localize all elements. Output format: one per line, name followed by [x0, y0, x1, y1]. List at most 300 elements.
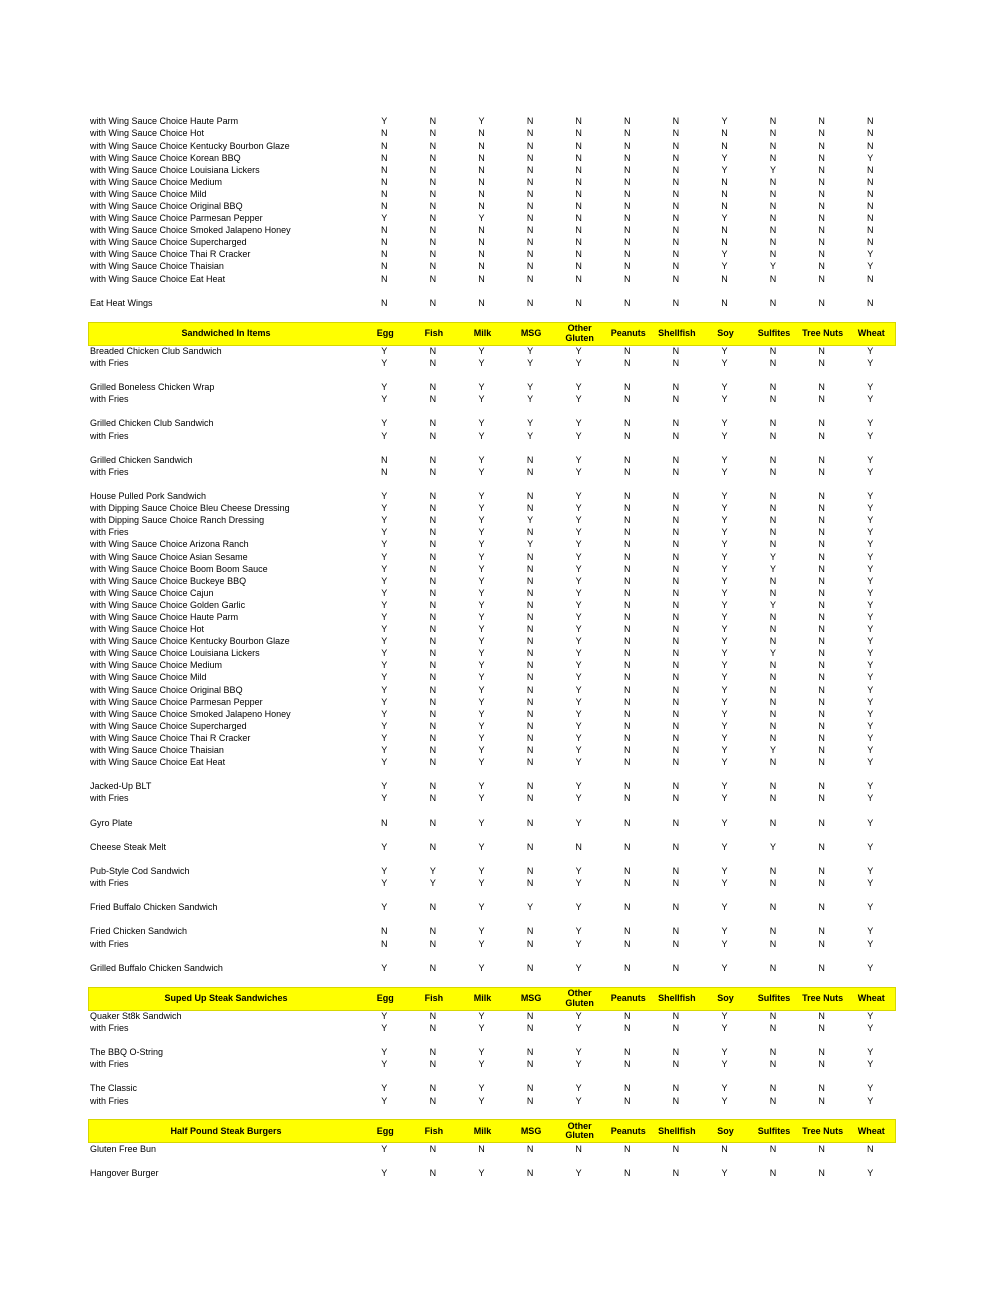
allergen-value: N: [478, 1143, 485, 1154]
allergen-value: N: [769, 1047, 777, 1058]
item-name: with Wing Sauce Choice Thaisian: [90, 262, 224, 272]
allergen-value: N: [429, 491, 437, 502]
allergen-value: N: [672, 611, 680, 622]
allergen-value: N: [624, 491, 631, 502]
allergen-value: Y: [721, 249, 728, 260]
allergen-value: N: [624, 781, 631, 792]
allergen-value: Y: [867, 1059, 874, 1070]
table-row: [88, 575, 896, 587]
item-name: with Wing Sauce Choice Cajun: [90, 588, 214, 598]
allergen-value: N: [526, 732, 534, 743]
section-header-row: [88, 1119, 896, 1143]
allergen-value: Y: [867, 732, 874, 743]
allergen-value: Y: [478, 503, 485, 514]
allergen-value: Y: [721, 611, 728, 622]
spacer-row: [88, 406, 896, 418]
column-header: MSG: [520, 327, 542, 338]
allergen-value: Y: [381, 1095, 388, 1106]
table-row: [88, 273, 896, 285]
allergen-value: Y: [575, 345, 582, 356]
table-row: [88, 793, 896, 805]
column-header: Milk: [473, 992, 492, 1003]
spacer-row: [88, 1071, 896, 1083]
item-name: with Wing Sauce Choice Boom Boom Sauce: [90, 564, 268, 574]
allergen-value: N: [818, 938, 825, 949]
table-row: [88, 817, 896, 829]
allergen-value: N: [624, 164, 631, 175]
allergen-value: N: [818, 152, 825, 163]
allergen-value: N: [721, 1143, 728, 1154]
allergen-value: N: [818, 817, 825, 828]
allergen-value: N: [818, 116, 825, 127]
table-row: [88, 382, 896, 394]
table-row: [88, 261, 896, 273]
allergen-value: N: [429, 551, 437, 562]
allergen-value: N: [575, 237, 582, 248]
allergen-value: N: [866, 273, 874, 284]
allergen-value: N: [381, 176, 388, 187]
allergen-value: Y: [478, 926, 485, 937]
allergen-value: N: [818, 745, 825, 756]
allergen-value: N: [624, 672, 631, 683]
item-name: with Wing Sauce Choice Smoked Jalapeno Honey: [90, 226, 291, 236]
allergen-value: Y: [867, 684, 874, 695]
item-name: Grilled Buffalo Chicken Sandwich: [90, 963, 223, 973]
allergen-value: N: [624, 720, 631, 731]
allergen-value: Y: [381, 599, 388, 610]
allergen-value: N: [381, 225, 388, 236]
allergen-value: N: [429, 599, 437, 610]
allergen-value: Y: [478, 1095, 485, 1106]
allergen-value: Y: [527, 902, 534, 913]
table-row: [88, 297, 896, 309]
allergen-value: Y: [478, 684, 485, 695]
allergen-value: N: [624, 962, 631, 973]
allergen-value: Y: [721, 684, 728, 695]
item-name: with Wing Sauce Choice Louisiana Lickers: [90, 165, 260, 175]
allergen-value: Y: [575, 708, 582, 719]
allergen-value: N: [478, 273, 485, 284]
allergen-value: N: [672, 394, 680, 405]
allergen-value: Y: [478, 841, 485, 852]
allergen-value: Y: [478, 527, 485, 538]
allergen-value: Y: [478, 430, 485, 441]
allergen-value: Y: [867, 902, 874, 913]
allergen-value: N: [866, 225, 874, 236]
allergen-value: N: [769, 454, 777, 465]
allergen-value: N: [526, 672, 534, 683]
allergen-value: Y: [575, 684, 582, 695]
allergen-value: N: [624, 116, 631, 127]
allergen-value: N: [818, 188, 825, 199]
allergen-value: N: [381, 466, 388, 477]
allergen-value: N: [381, 140, 388, 151]
allergen-value: N: [818, 599, 825, 610]
allergen-value: Y: [575, 491, 582, 502]
allergen-value: N: [818, 345, 825, 356]
allergen-value: N: [429, 152, 437, 163]
allergen-value: N: [769, 527, 777, 538]
allergen-value: Y: [575, 454, 582, 465]
allergen-value: Y: [478, 636, 485, 647]
allergen-value: Y: [867, 345, 874, 356]
allergen-value: Y: [867, 793, 874, 804]
item-name: with Fries: [90, 395, 129, 405]
allergen-value: N: [429, 382, 437, 393]
allergen-value: N: [818, 648, 825, 659]
allergen-value: Y: [867, 1022, 874, 1033]
allergen-value: N: [381, 128, 388, 139]
allergen-value: N: [526, 817, 534, 828]
allergen-value: N: [769, 817, 777, 828]
allergen-value: N: [672, 757, 680, 768]
allergen-value: N: [624, 902, 631, 913]
table-row: [88, 189, 896, 201]
allergen-value: N: [526, 491, 534, 502]
allergen-value: N: [381, 261, 388, 272]
allergen-value: Y: [381, 503, 388, 514]
table-row: [88, 721, 896, 733]
allergen-value: N: [429, 200, 437, 211]
allergen-value: N: [818, 394, 825, 405]
allergen-value: N: [624, 865, 631, 876]
allergen-value: N: [818, 213, 825, 224]
allergen-value: Y: [721, 624, 728, 635]
allergen-value: N: [769, 140, 777, 151]
allergen-value: N: [624, 454, 631, 465]
allergen-value: N: [818, 551, 825, 562]
allergen-value: N: [624, 237, 631, 248]
allergen-value: N: [672, 636, 680, 647]
item-name: with Wing Sauce Choice Korean BBQ: [90, 153, 241, 163]
allergen-value: Y: [721, 551, 728, 562]
allergen-value: N: [818, 261, 825, 272]
item-name: Pub-Style Cod Sandwich: [90, 866, 190, 876]
allergen-value: N: [575, 297, 582, 308]
allergen-value: N: [769, 1083, 777, 1094]
column-header: Soy: [717, 1125, 734, 1136]
allergen-value: Y: [478, 865, 485, 876]
allergen-value: Y: [381, 660, 388, 671]
allergen-value: N: [429, 1167, 437, 1178]
allergen-value: Y: [867, 152, 874, 163]
allergen-value: N: [575, 116, 582, 127]
allergen-value: Y: [721, 358, 728, 369]
allergen-value: Y: [429, 878, 436, 889]
allergen-value: N: [526, 611, 534, 622]
allergen-value: Y: [381, 587, 388, 598]
table-row: [88, 394, 896, 406]
table-row: [88, 648, 896, 660]
allergen-value: Y: [478, 454, 485, 465]
allergen-value: N: [721, 225, 728, 236]
allergen-value: Y: [478, 599, 485, 610]
allergen-value: N: [429, 249, 437, 260]
allergen-value: Y: [381, 527, 388, 538]
allergen-value: N: [624, 430, 631, 441]
allergen-value: N: [769, 345, 777, 356]
column-header: Egg: [376, 992, 394, 1003]
allergen-value: N: [672, 575, 680, 586]
allergen-value: N: [672, 188, 680, 199]
allergen-value: Y: [867, 611, 874, 622]
allergen-value: Y: [429, 865, 436, 876]
allergen-value: N: [672, 515, 680, 526]
item-name: with Fries: [90, 794, 129, 804]
table-row: [88, 757, 896, 769]
allergen-value: N: [429, 418, 437, 429]
allergen-value: N: [672, 1095, 680, 1106]
table-row: [88, 926, 896, 938]
allergen-value: N: [672, 466, 680, 477]
table-row: [88, 733, 896, 745]
allergen-value: Y: [721, 902, 728, 913]
column-header: Sulfites: [757, 327, 791, 338]
allergen-value: Y: [770, 599, 777, 610]
allergen-value: Y: [867, 358, 874, 369]
allergen-value: N: [624, 841, 631, 852]
allergen-value: N: [769, 297, 777, 308]
allergen-value: N: [429, 624, 437, 635]
allergen-value: Y: [867, 817, 874, 828]
allergen-value: N: [672, 696, 680, 707]
allergen-value: N: [672, 599, 680, 610]
allergen-value: Y: [721, 708, 728, 719]
allergen-value: N: [624, 188, 631, 199]
allergen-value: N: [624, 648, 631, 659]
allergen-value: N: [381, 249, 388, 260]
allergen-value: N: [526, 563, 534, 574]
allergen-value: Y: [381, 1167, 388, 1178]
allergen-value: N: [526, 249, 534, 260]
allergen-value: N: [769, 128, 777, 139]
item-name: with Fries: [90, 431, 129, 441]
allergen-value: N: [818, 430, 825, 441]
column-header: Soy: [717, 992, 734, 1003]
allergen-value: N: [575, 188, 582, 199]
column-header: Egg: [376, 327, 394, 338]
allergen-value: N: [429, 503, 437, 514]
item-name: with Wing Sauce Choice Thai R Cracker: [90, 733, 251, 743]
allergen-value: Y: [721, 575, 728, 586]
table-row: [88, 1143, 896, 1155]
allergen-value: N: [429, 394, 437, 405]
allergen-value: N: [866, 297, 874, 308]
allergen-value: Y: [478, 1047, 485, 1058]
allergen-value: N: [672, 152, 680, 163]
table-row: [88, 539, 896, 551]
column-header: Sulfites: [757, 992, 791, 1003]
item-name: with Wing Sauce Choice Medium: [90, 661, 223, 671]
allergen-value: N: [624, 418, 631, 429]
allergen-value: N: [818, 1059, 825, 1070]
allergen-value: N: [624, 817, 631, 828]
allergen-value: N: [526, 684, 534, 695]
allergen-value: N: [672, 430, 680, 441]
item-name: with Wing Sauce Choice Parmesan Pepper: [90, 214, 263, 224]
allergen-value: N: [818, 563, 825, 574]
allergen-value: N: [624, 1083, 631, 1094]
allergen-value: N: [381, 454, 388, 465]
table-row: [88, 636, 896, 648]
table-row: [88, 660, 896, 672]
spacer-row: [88, 285, 896, 297]
allergen-value: N: [526, 297, 534, 308]
allergen-value: N: [624, 515, 631, 526]
allergen-value: N: [818, 636, 825, 647]
allergen-value: N: [672, 140, 680, 151]
table-row: [88, 491, 896, 503]
allergen-value: N: [624, 696, 631, 707]
allergen-value: N: [429, 213, 437, 224]
allergen-value: N: [672, 418, 680, 429]
allergen-value: N: [818, 1022, 825, 1033]
allergen-value: N: [624, 297, 631, 308]
allergen-value: Y: [478, 418, 485, 429]
column-header: Other Gluten: [565, 1120, 594, 1141]
allergen-value: Y: [575, 382, 582, 393]
item-name: Eat Heat Wings: [90, 298, 153, 308]
item-name: Grilled Chicken Sandwich: [90, 455, 193, 465]
allergen-value: N: [429, 575, 437, 586]
allergen-value: N: [526, 793, 534, 804]
allergen-value: N: [575, 200, 582, 211]
allergen-value: Y: [575, 938, 582, 949]
allergen-value: N: [672, 164, 680, 175]
allergen-value: N: [721, 237, 728, 248]
allergen-value: Y: [575, 793, 582, 804]
allergen-value: Y: [721, 527, 728, 538]
allergen-value: N: [526, 176, 534, 187]
allergen-value: N: [526, 1095, 534, 1106]
allergen-value: N: [624, 745, 631, 756]
allergen-value: N: [624, 793, 631, 804]
allergen-value: N: [769, 466, 777, 477]
table-row: [88, 745, 896, 757]
allergen-value: Y: [770, 648, 777, 659]
item-name: with Wing Sauce Choice Supercharged: [90, 721, 247, 731]
allergen-value: Y: [867, 648, 874, 659]
table-row: [88, 237, 896, 249]
table-row: [88, 866, 896, 878]
allergen-value: Y: [867, 660, 874, 671]
allergen-value: N: [672, 817, 680, 828]
allergen-value: Y: [478, 213, 485, 224]
allergen-value: N: [381, 938, 388, 949]
allergen-value: N: [672, 672, 680, 683]
allergen-value: Y: [575, 430, 582, 441]
allergen-value: N: [478, 176, 485, 187]
allergen-value: Y: [575, 394, 582, 405]
allergen-value: Y: [381, 878, 388, 889]
allergen-value: Y: [478, 1083, 485, 1094]
allergen-value: N: [381, 297, 388, 308]
allergen-value: Y: [478, 539, 485, 550]
item-name: Cheese Steak Melt: [90, 842, 167, 852]
allergen-value: N: [769, 116, 777, 127]
allergen-value: N: [526, 503, 534, 514]
spacer-row: [88, 1107, 896, 1119]
allergen-value: N: [672, 648, 680, 659]
allergen-value: Y: [478, 345, 485, 356]
allergen-value: Y: [721, 1047, 728, 1058]
allergen-value: Y: [575, 575, 582, 586]
allergen-value: N: [526, 624, 534, 635]
allergen-value: N: [624, 358, 631, 369]
allergen-value: N: [818, 503, 825, 514]
allergen-value: N: [721, 176, 728, 187]
allergen-value: N: [672, 841, 680, 852]
allergen-value: N: [721, 188, 728, 199]
allergen-value: N: [624, 878, 631, 889]
allergen-value: Y: [478, 466, 485, 477]
allergen-value: Y: [381, 491, 388, 502]
allergen-value: N: [575, 225, 582, 236]
allergen-value: N: [429, 1143, 437, 1154]
allergen-value: Y: [478, 745, 485, 756]
allergen-value: Y: [770, 563, 777, 574]
allergen-value: N: [672, 261, 680, 272]
allergen-value: N: [526, 781, 534, 792]
allergen-value: Y: [527, 418, 534, 429]
item-name: with Fries: [90, 1023, 129, 1033]
allergen-value: Y: [721, 466, 728, 477]
allergen-value: N: [672, 382, 680, 393]
allergen-value: Y: [575, 527, 582, 538]
allergen-value: Y: [867, 878, 874, 889]
allergen-value: Y: [381, 382, 388, 393]
spacer-row: [88, 442, 896, 454]
allergen-value: Y: [867, 636, 874, 647]
allergen-value: N: [429, 708, 437, 719]
item-name: Gluten Free Bun: [90, 1144, 157, 1154]
allergen-value: N: [429, 1022, 437, 1033]
allergen-value: N: [429, 672, 437, 683]
allergen-value: Y: [721, 503, 728, 514]
allergen-value: N: [624, 624, 631, 635]
allergen-value: Y: [478, 793, 485, 804]
allergen-value: N: [624, 660, 631, 671]
allergen-value: N: [526, 140, 534, 151]
item-name: with Dipping Sauce Choice Bleu Cheese Dressing: [90, 504, 290, 514]
allergen-value: Y: [721, 394, 728, 405]
allergen-value: Y: [478, 624, 485, 635]
allergen-value: Y: [721, 164, 728, 175]
allergen-value: N: [769, 382, 777, 393]
allergen-value: N: [478, 152, 485, 163]
allergen-value: Y: [867, 841, 874, 852]
allergen-value: N: [478, 297, 485, 308]
spacer-row: [88, 1156, 896, 1168]
table-row: [88, 503, 896, 515]
allergen-value: Y: [381, 539, 388, 550]
allergen-value: Y: [721, 781, 728, 792]
allergen-value: Y: [575, 817, 582, 828]
allergen-value: N: [526, 926, 534, 937]
allergen-value: Y: [381, 672, 388, 683]
spacer-row: [88, 914, 896, 926]
allergen-value: Y: [478, 817, 485, 828]
section-title: Half Pound Steak Burgers: [170, 1126, 282, 1136]
allergen-value: N: [672, 720, 680, 731]
allergen-value: N: [429, 781, 437, 792]
allergen-value: N: [866, 188, 874, 199]
allergen-value: N: [672, 503, 680, 514]
allergen-value: N: [672, 237, 680, 248]
spacer-row: [88, 1035, 896, 1047]
table-row: [88, 551, 896, 563]
allergen-value: Y: [575, 636, 582, 647]
